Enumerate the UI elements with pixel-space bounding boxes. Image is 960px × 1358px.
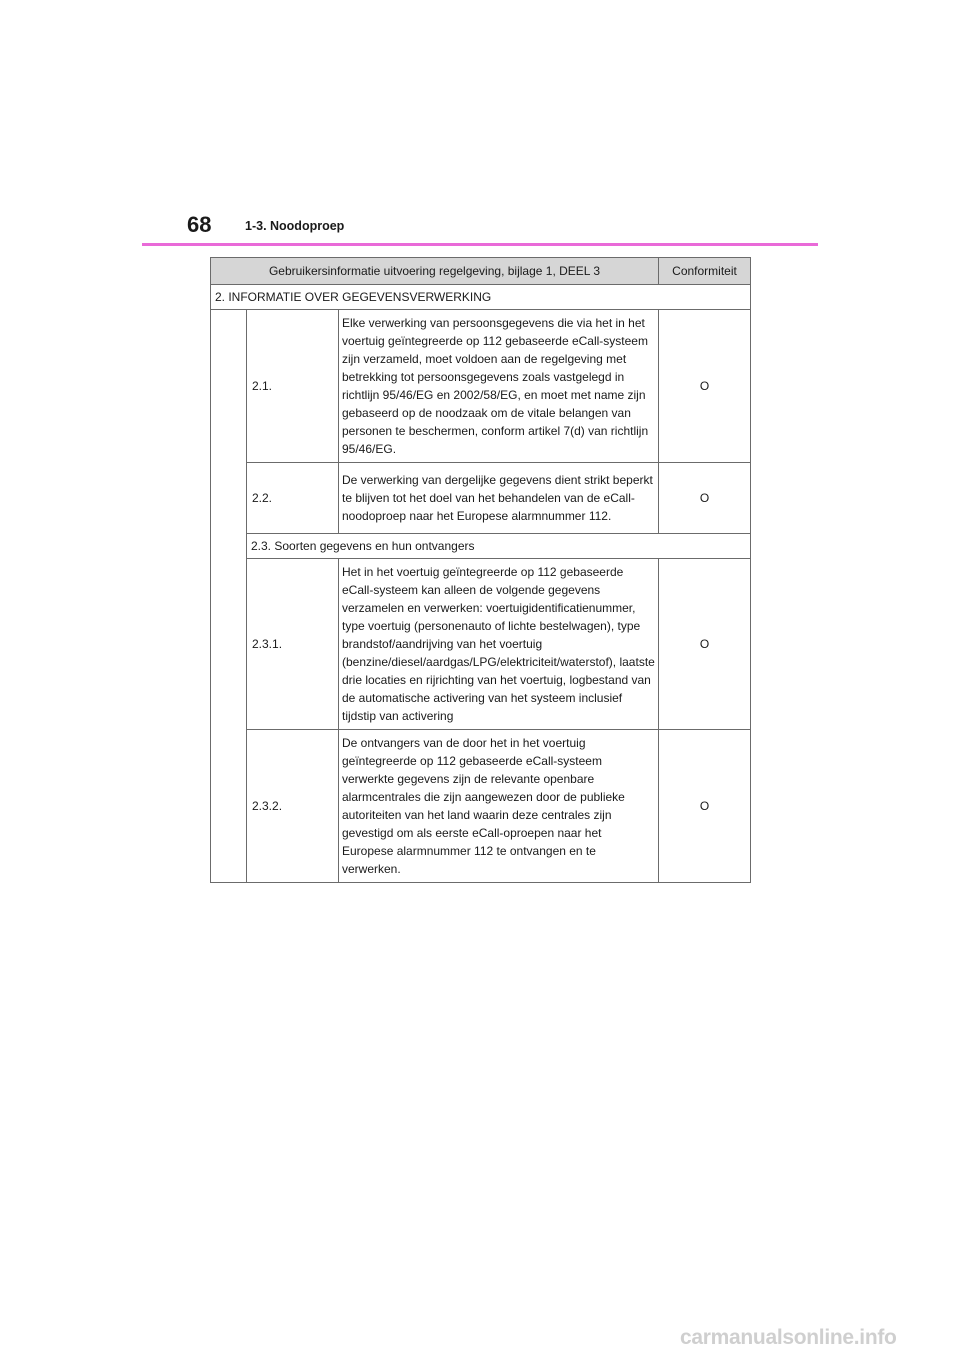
row-conformity: O	[659, 730, 751, 883]
page-number: 68	[187, 212, 212, 237]
table-row	[211, 559, 751, 730]
row-conformity: O	[659, 310, 751, 463]
table-row	[211, 730, 751, 883]
column-header-conformity: Conformiteit	[659, 258, 751, 285]
conformity-table	[210, 257, 751, 883]
table-header-row	[211, 258, 751, 285]
section-title: 1-3. Noodoproep	[245, 219, 345, 233]
column-header-info: Gebruikersinformatie uitvoering regelgeving, bijlage 1, DEEL 3	[211, 258, 659, 285]
row-text: Elke verwerking van persoonsgegevens die via het in het voertuig geïntegreerde op 112 gebaseerde eCall-systeem zijn verzameld, moet voldoen aan de regelgeving met betrekking tot persoonsgegevens zoals vastgelegd in richtlijn 95/46/EG en 2002/58/EG, en moet met name zijn gebaseerd op de noodzaak om de vitale belangen van personen te beschermen, conform artikel 7(d) van richtlijn 95/46/EG.	[339, 310, 659, 463]
section-heading: 2. INFORMATIE OVER GEGEVENSVERWERKING	[211, 285, 751, 310]
row-text: De ontvangers van de door het in het voertuig geïntegreerde op 112 gebaseerde eCall-systeem verwerkte gegevens zijn de relevante openbare alarmcentrales die zijn aangewezen door de publieke autoriteiten van het land waarin deze centrales zijn gevestigd om als eerste eCall-oproepen naar het Europese alarmnummer 112 te ontvangen en te verwerken.	[339, 730, 659, 883]
row-conformity: O	[659, 463, 751, 534]
row-number: 2.3.1.	[247, 559, 339, 730]
subsection-heading-row	[211, 534, 751, 559]
row-number: 2.1.	[247, 310, 339, 463]
row-conformity: O	[659, 559, 751, 730]
row-text: Het in het voertuig geïntegreerde op 112 gebaseerde eCall-systeem kan alleen de volgende gegevens verzamelen en verwerken: voertuigidentificatienummer, type voertuig (personenauto of lichte bestelwagen), type brandstof/aandrijving van het voertuig (benzine/diesel/aardgas/LPG/elektriciteit/waterstof), laatste drie locaties en rijrichting van het voertuig, logbestand van de automatische activering van het systeem inclusief tijdstip van activering	[339, 559, 659, 730]
row-number: 2.3.2.	[247, 730, 339, 883]
row-number: 2.2.	[247, 463, 339, 534]
header-divider	[142, 243, 818, 246]
row-text: De verwerking van dergelijke gegevens dient strikt beperkt te blijven tot het doel van het behandelen van de eCall-noodoproep naar het Europese alarmnummer 112.	[339, 463, 659, 534]
section-heading-row	[211, 285, 751, 310]
table-row	[211, 310, 751, 463]
watermark: carmanualsonline.info	[680, 1326, 897, 1349]
table-row	[211, 463, 751, 534]
indent-cell	[211, 310, 247, 883]
subsection-heading: 2.3. Soorten gegevens en hun ontvangers	[247, 534, 751, 559]
